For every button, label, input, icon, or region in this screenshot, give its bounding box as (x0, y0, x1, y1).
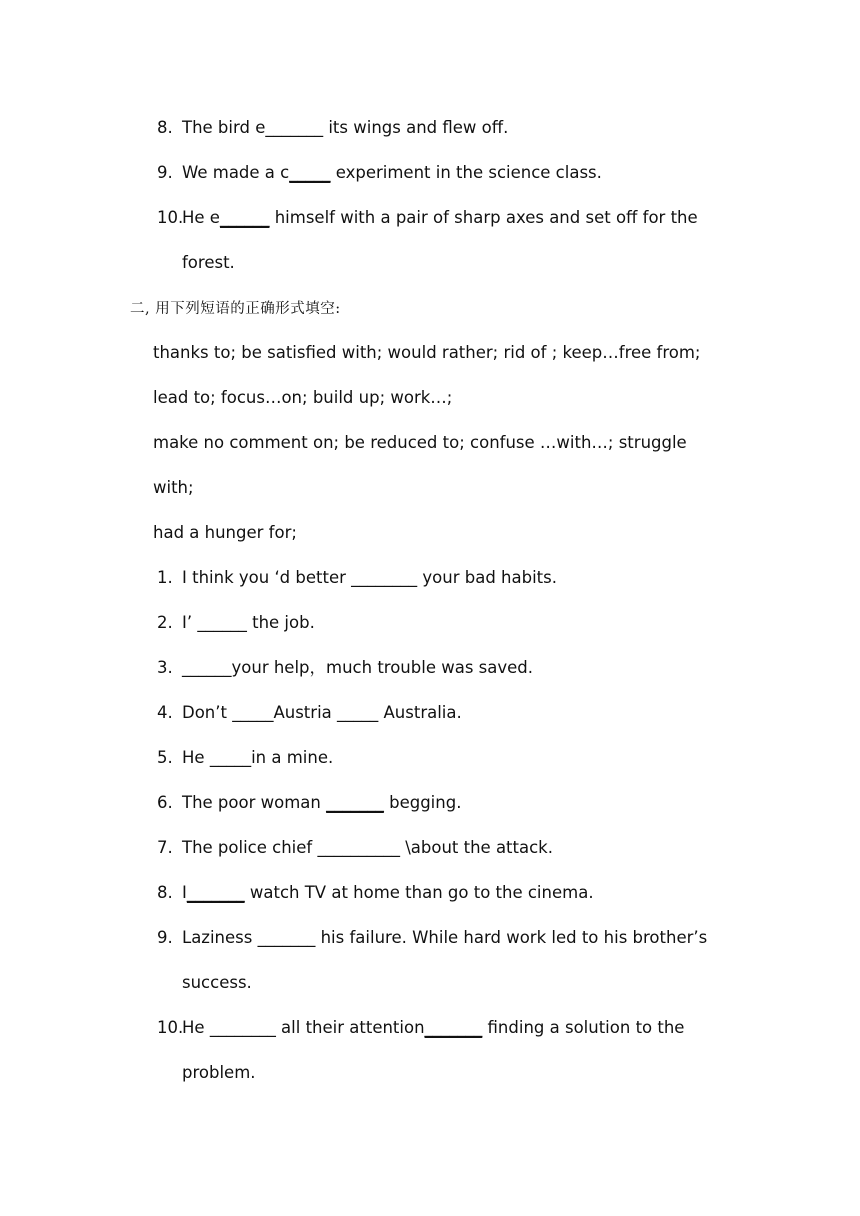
sentence-part: experiment in the science class. (330, 163, 602, 182)
phrase-list-line: lead to; focus…on; build up; work…; (153, 388, 453, 407)
sentence-part: his failure. While hard work led to his brother’s (315, 928, 708, 947)
item-number: 4. (157, 703, 173, 722)
section-heading: 二, 用下列短语的正确形式填空: (130, 301, 341, 317)
sentence (182, 838, 553, 858)
sentence (182, 1018, 684, 1038)
sentence-part: your help，much trouble was saved. (231, 658, 534, 677)
item-number: 9. (157, 928, 173, 947)
sentence-part: Austria (273, 703, 338, 722)
sentence (182, 613, 315, 633)
item-number: 5. (157, 748, 173, 767)
sentence-part: He (182, 748, 210, 767)
sentence-part: I’ (182, 613, 198, 632)
sentence (182, 703, 462, 723)
item-number: 10. (157, 1018, 184, 1037)
answer-blank[interactable]: _____ (337, 703, 379, 722)
item-number: 6. (157, 793, 173, 812)
item-number: 8. (157, 883, 173, 902)
sentence-part: Australia. (378, 703, 462, 722)
answer-blank[interactable]: ______ (219, 208, 270, 227)
answer-blank[interactable]: _______ (424, 1018, 483, 1037)
answer-blank[interactable]: _______ (326, 793, 384, 812)
phrase-list-line: make no comment on; be reduced to; confuse …with…; struggle (153, 433, 687, 452)
answer-blank[interactable]: _______ (257, 928, 316, 947)
sentence (182, 658, 533, 678)
sentence-part: watch TV at home than go to the cinema. (244, 883, 594, 902)
answer-blank[interactable]: _____ (232, 703, 274, 722)
sentence-part: himself with a pair of sharp axes and set off for the (269, 208, 698, 227)
phrase-list-line: with; (153, 478, 194, 497)
item-number: 9. (157, 163, 173, 182)
item-number: 1. (157, 568, 173, 587)
answer-blank[interactable]: _____ (209, 748, 252, 767)
answer-blank[interactable]: __________ (317, 838, 400, 857)
sentence-part: all their attention (275, 1018, 425, 1037)
sentence-part: the job. (246, 613, 315, 632)
sentence-part: Laziness (182, 928, 258, 947)
sentence-part: Don’t (182, 703, 233, 722)
answer-blank[interactable]: ______ (182, 658, 232, 677)
sentence-continuation: problem. (182, 1063, 256, 1082)
sentence-part: your bad habits. (417, 568, 557, 587)
item-number: 10. (157, 208, 184, 227)
item-number: 8. (157, 118, 173, 137)
sentence (182, 883, 594, 903)
item-number: 7. (157, 838, 173, 857)
sentence-part: We made a c (182, 163, 290, 182)
sentence (182, 793, 461, 813)
item-number: 3. (157, 658, 173, 677)
item-number: 2. (157, 613, 173, 632)
sentence-part: \about the attack. (399, 838, 553, 857)
sentence-part: The police chief (182, 838, 318, 857)
sentence-part: I (182, 883, 187, 902)
sentence-part: begging. (383, 793, 462, 812)
sentence-part: I think you ‘d better (182, 568, 352, 587)
answer-blank[interactable]: _____ (289, 163, 331, 182)
phrase-list-line: thanks to; be satisfied with; would rather; rid of ; keep…free from; (153, 343, 701, 362)
answer-blank[interactable]: ________ (209, 1018, 276, 1037)
sentence-part: in a mine. (251, 748, 334, 767)
sentence-part: The poor woman (182, 793, 327, 812)
sentence (182, 748, 333, 768)
sentence (182, 208, 698, 228)
answer-blank[interactable]: _______ (186, 883, 245, 902)
sentence-part: finding a solution to the (482, 1018, 685, 1037)
sentence (182, 928, 707, 948)
sentence-part: He (182, 1018, 210, 1037)
answer-blank[interactable]: ________ (351, 568, 418, 587)
sentence-continuation: success. (182, 973, 252, 992)
sentence-part: He e (182, 208, 220, 227)
phrase-list-line: had a hunger for; (153, 523, 297, 542)
sentence (182, 163, 602, 183)
sentence: The bird e_______ its wings and flew off. (182, 118, 509, 137)
sentence-continuation: forest. (182, 253, 235, 272)
answer-blank[interactable]: ______ (197, 613, 247, 632)
sentence (182, 568, 557, 588)
